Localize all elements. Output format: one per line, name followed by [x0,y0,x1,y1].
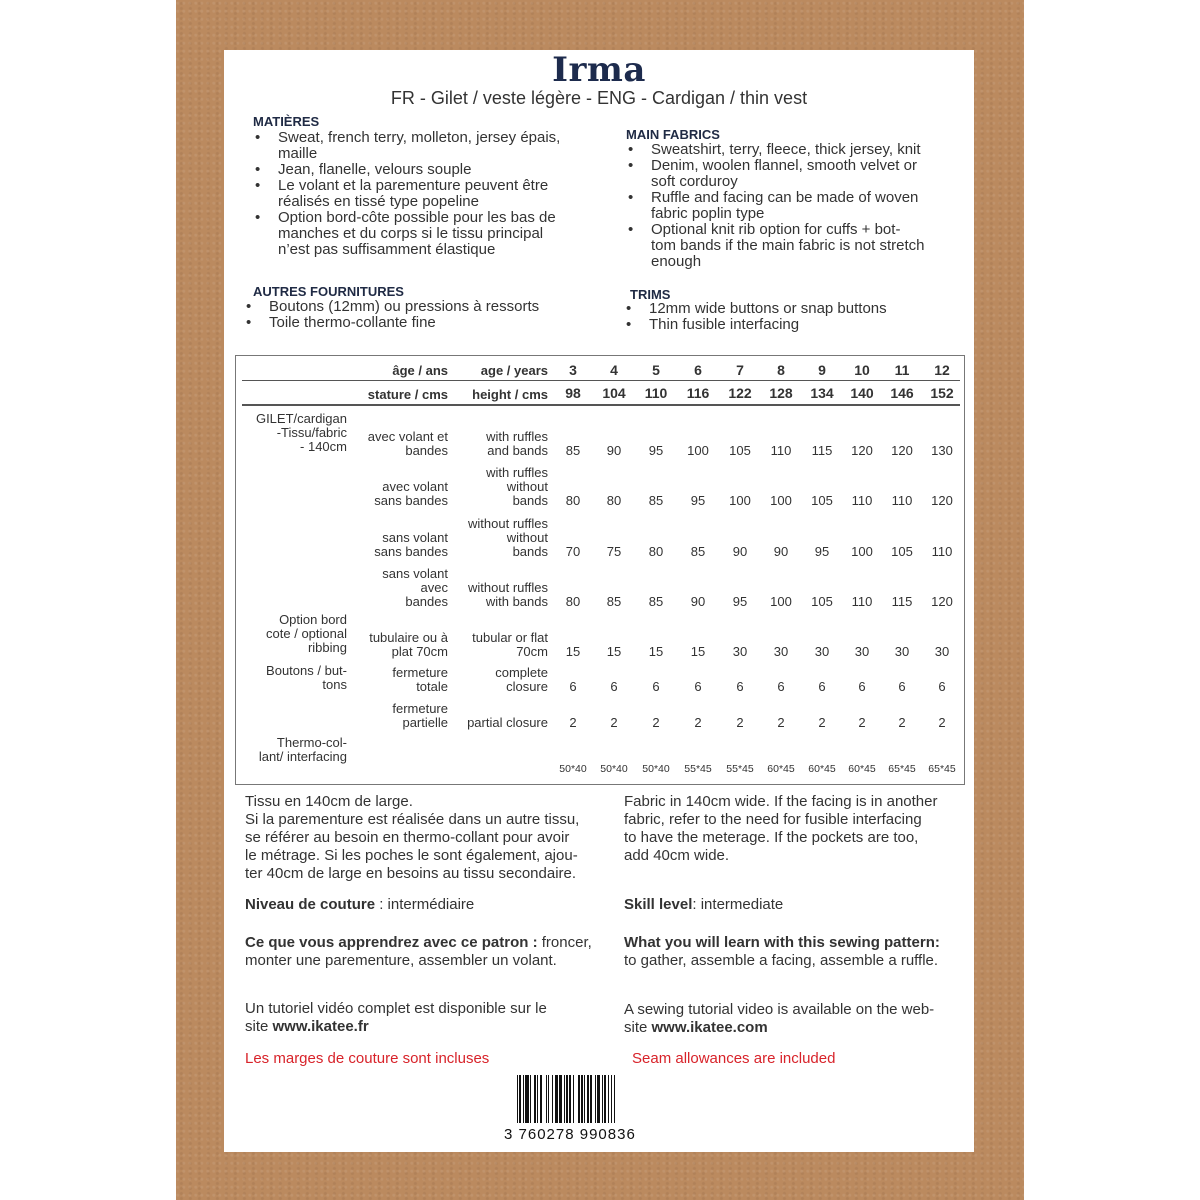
table-cell: 100 [851,544,873,559]
table-cell: 6 [938,679,946,694]
list-item: • Thin fusible interfacing [624,317,954,333]
age-cell: 7 [736,362,744,378]
fr-skill-value: : intermédiaire [375,896,475,913]
row-fr-label: fermeture totale [392,665,448,694]
pattern-title: Irma [552,50,646,90]
table-cell: 120 [891,443,913,458]
table-cell: 65*45 [928,763,956,775]
table-cell: 90 [690,594,706,609]
en-learn-label: What you will learn with this sewing pattern: [624,934,940,951]
table-cell: 100 [729,493,751,508]
table-cell: 55*45 [684,763,712,775]
table-cell: 95 [690,493,706,508]
table-cell: 80 [565,493,581,508]
fr-learn-value: froncer, monter une parementure, assembler un volant. [245,934,592,969]
en-seam-note: Seam allowances are included [632,1050,836,1067]
table-cell: 85 [606,594,622,609]
list-item: • Jean, flanelle, velours souple [253,162,583,178]
table-cell: 110 [770,443,792,458]
table-cell: 2 [898,715,906,730]
en-learn-value: to gather, assemble a facing, assemble a ruffle. [624,952,939,969]
pattern-subtitle: FR - Gilet / veste légère - ENG - Cardigan / thin vest [390,88,808,108]
row-fr-label: sans volant sans bandes [374,530,448,559]
en-tutorial-body: A sewing tutorial video is available on the web- site [624,1001,935,1036]
table-cell: 70 [565,544,581,559]
table-cell: 6 [610,679,618,694]
age-en-header: age / years [480,363,548,378]
table-cell: 6 [898,679,906,694]
list-item: • Option bord-côte possible pour les bas de manches et du corps si le tissu principal n’est pas suffisamment élastique [253,210,583,258]
en-learn-text [624,934,969,970]
table-cell: 120 [931,493,953,508]
row-en-label: with ruffles and bands [486,429,548,458]
table-cell: 30 [934,644,950,659]
table-cell: 105 [729,443,751,458]
table-cell: 2 [818,715,826,730]
en-trims-list [624,301,954,333]
table-cell: 110 [851,594,873,609]
en-fabrics-list [626,142,956,270]
table-cell: 2 [569,715,577,730]
height-en-header: height / cms [472,387,548,402]
table-cell: 6 [858,679,866,694]
right-white-margin [1024,0,1200,1200]
row-group-label: Option bord cote / optional ribbing [266,612,347,655]
age-cell: 11 [894,362,910,378]
table-cell: 95 [814,544,830,559]
height-cell: 146 [890,385,914,401]
list-item: • Sweat, french terry, molleton, jersey épais, maille [253,130,583,162]
age-cell: 5 [652,362,660,378]
table-cell: 6 [652,679,660,694]
list-item: • Ruffle and facing can be made of woven fabric poplin type [626,190,956,222]
en-skill-level [624,896,783,914]
table-cell: 90 [606,443,622,458]
table-cell: 6 [736,679,744,694]
table-cell: 105 [811,594,833,609]
row-en-label: with ruffles without bands [486,465,548,508]
table-cell: 6 [777,679,785,694]
size-chart-table [235,355,965,785]
row-en-label: without ruffles with bands [468,580,548,609]
age-cell: 10 [854,362,870,378]
table-cell: 2 [610,715,618,730]
table-cell: 120 [851,443,873,458]
barcode-number: 3 760278 990836 [504,1126,636,1143]
en-skill-label: Skill level [624,896,693,913]
height-cell: 128 [769,385,793,401]
table-cell: 110 [931,544,953,559]
fr-learn-label: Ce que vous apprendrez avec ce patron : [245,934,538,951]
table-cell: 65*45 [888,763,916,775]
table-cell: 120 [931,594,953,609]
fr-site-link[interactable]: www.ikatee.fr [272,1018,369,1035]
en-site-link[interactable]: www.ikatee.com [651,1019,768,1036]
height-cell: 116 [686,385,710,401]
table-cell: 30 [894,644,910,659]
table-cell: 55*45 [726,763,754,775]
table-cell: 85 [565,443,581,458]
table-cell: 100 [770,493,792,508]
row-en-label: tubular or flat 70cm [472,630,548,659]
table-cell: 80 [648,544,664,559]
table-cell: 30 [854,644,870,659]
height-cell: 140 [850,385,874,401]
table-cell: 15 [606,644,622,659]
row-fr-label: sans volant avec bandes [382,566,448,609]
fr-supplies-list [244,299,574,331]
table-cell: 75 [606,544,622,559]
row-en-label: without ruffles without bands [468,516,548,559]
age-cell: 9 [818,362,826,378]
pattern-info-sheet [224,50,974,1152]
fr-fabrics-list [253,130,583,258]
table-cell: 105 [811,493,833,508]
row-group-label: GILET/cardigan -Tissu/fabric - 140cm [255,411,347,454]
table-cell: 95 [648,443,664,458]
table-cell: 110 [851,493,873,508]
table-cell: 6 [569,679,577,694]
age-fr-header: âge / ans [392,363,448,378]
table-cell: 85 [648,594,664,609]
fr-seam-note: Les marges de couture sont incluses [245,1050,490,1067]
table-cell: 80 [606,493,622,508]
table-cell: 2 [652,715,660,730]
table-cell: 2 [736,715,744,730]
table-cell: 85 [690,544,706,559]
left-white-margin [0,0,176,1200]
table-cell: 100 [687,443,709,458]
table-cell: 95 [732,594,748,609]
en-fabrics-heading: MAIN FABRICS [626,127,720,142]
fr-tutorial-body: Un tutoriel vidéo complet est disponible sur le site [245,1000,547,1035]
fr-skill-label: Niveau de couture [245,896,376,913]
table-cell: 115 [811,443,833,458]
table-cell: 80 [565,594,581,609]
table-cell: 60*45 [848,763,876,775]
table-cell: 6 [818,679,826,694]
list-item: • 12mm wide buttons or snap buttons [624,301,954,317]
table-cell: 15 [565,644,581,659]
table-cell: 90 [732,544,748,559]
list-item: • Boutons (12mm) ou pressions à ressorts [244,299,574,315]
list-item: • Optional knit rib option for cuffs + bot- tom bands if the main fabric is not stretch enough [626,222,956,270]
height-fr-header: stature / cms [367,387,448,402]
list-item: • Sweatshirt, terry, fleece, thick jersey, knit [626,142,956,158]
table-cell: 60*45 [767,763,795,775]
row-fr-label: avec volant et bandes [367,429,448,458]
table-cell: 60*45 [808,763,836,775]
en-tutorial-text [624,1001,969,1037]
age-cell: 8 [777,362,785,378]
list-item: • Toile thermo-collante fine [244,315,574,331]
row-fr-label: tubulaire ou à plat 70cm [369,630,448,659]
age-cell: 4 [610,362,618,378]
fr-supplies-heading: AUTRES FOURNITURES [253,284,404,299]
height-cell: 98 [565,385,581,401]
en-trims-heading: TRIMS [630,287,671,302]
row-en-label: partial closure [467,715,548,730]
table-cell: 2 [777,715,785,730]
table-cell: 50*40 [600,763,628,775]
table-cell: 2 [938,715,946,730]
fr-skill-level [245,896,474,914]
table-cell: 115 [891,594,913,609]
fr-learn-text [245,934,615,970]
row-group-label: Thermo-col- lant/ interfacing [258,735,347,764]
en-width-note: Fabric in 140cm wide. If the facing is in another fabric, refer to the need for fusible interfacing to have the meterage. If the pockets are too, add 40cm wide. [624,793,938,864]
age-cell: 3 [569,362,577,378]
list-item: • Denim, woolen flannel, smooth velvet or soft corduroy [626,158,956,190]
table-cell: 30 [773,644,789,659]
height-cell: 110 [644,385,668,401]
table-cell: 50*40 [642,763,670,775]
age-cell: 12 [934,362,950,378]
age-cell: 6 [694,362,702,378]
table-cell: 90 [773,544,789,559]
row-fr-label: avec volant sans bandes [374,479,448,508]
table-cell: 2 [694,715,702,730]
fr-tutorial-text [245,1000,615,1036]
table-cell: 15 [648,644,664,659]
table-cell: 110 [891,493,913,508]
table-cell: 2 [858,715,866,730]
fr-fabrics-heading: MATIÈRES [253,114,320,129]
table-cell: 130 [931,443,953,458]
table-cell: 50*40 [559,763,587,775]
height-cell: 152 [930,385,954,401]
table-cell: 100 [770,594,792,609]
height-cell: 122 [728,385,752,401]
list-item: • Le volant et la parementure peuvent être réalisés en tissé type popeline [253,178,583,210]
height-cell: 104 [602,385,626,401]
row-fr-label: fermeture partielle [392,701,448,730]
table-cell: 105 [891,544,913,559]
table-cell: 30 [814,644,830,659]
table-cell: 15 [690,644,706,659]
table-cell: 30 [732,644,748,659]
table-cell: 85 [648,493,664,508]
barcode-image [517,1075,655,1123]
en-skill-value: : intermediate [692,896,784,913]
table-cell: 6 [694,679,702,694]
row-group-label: Boutons / but- tons [266,663,347,692]
barcode-bar [614,1075,615,1123]
table-divider [242,404,960,406]
row-en-label: complete closure [495,665,548,694]
table-divider [242,380,960,381]
height-cell: 134 [810,385,834,401]
fr-width-note: Tissu en 140cm de large. Si la parementure est réalisée dans un autre tissu, se référer au besoin en thermo-collant pour avoir le métrage. Si les poches le sont également, ajou- ter 40cm de large en besoins au tissu secondaire. [245,793,580,882]
